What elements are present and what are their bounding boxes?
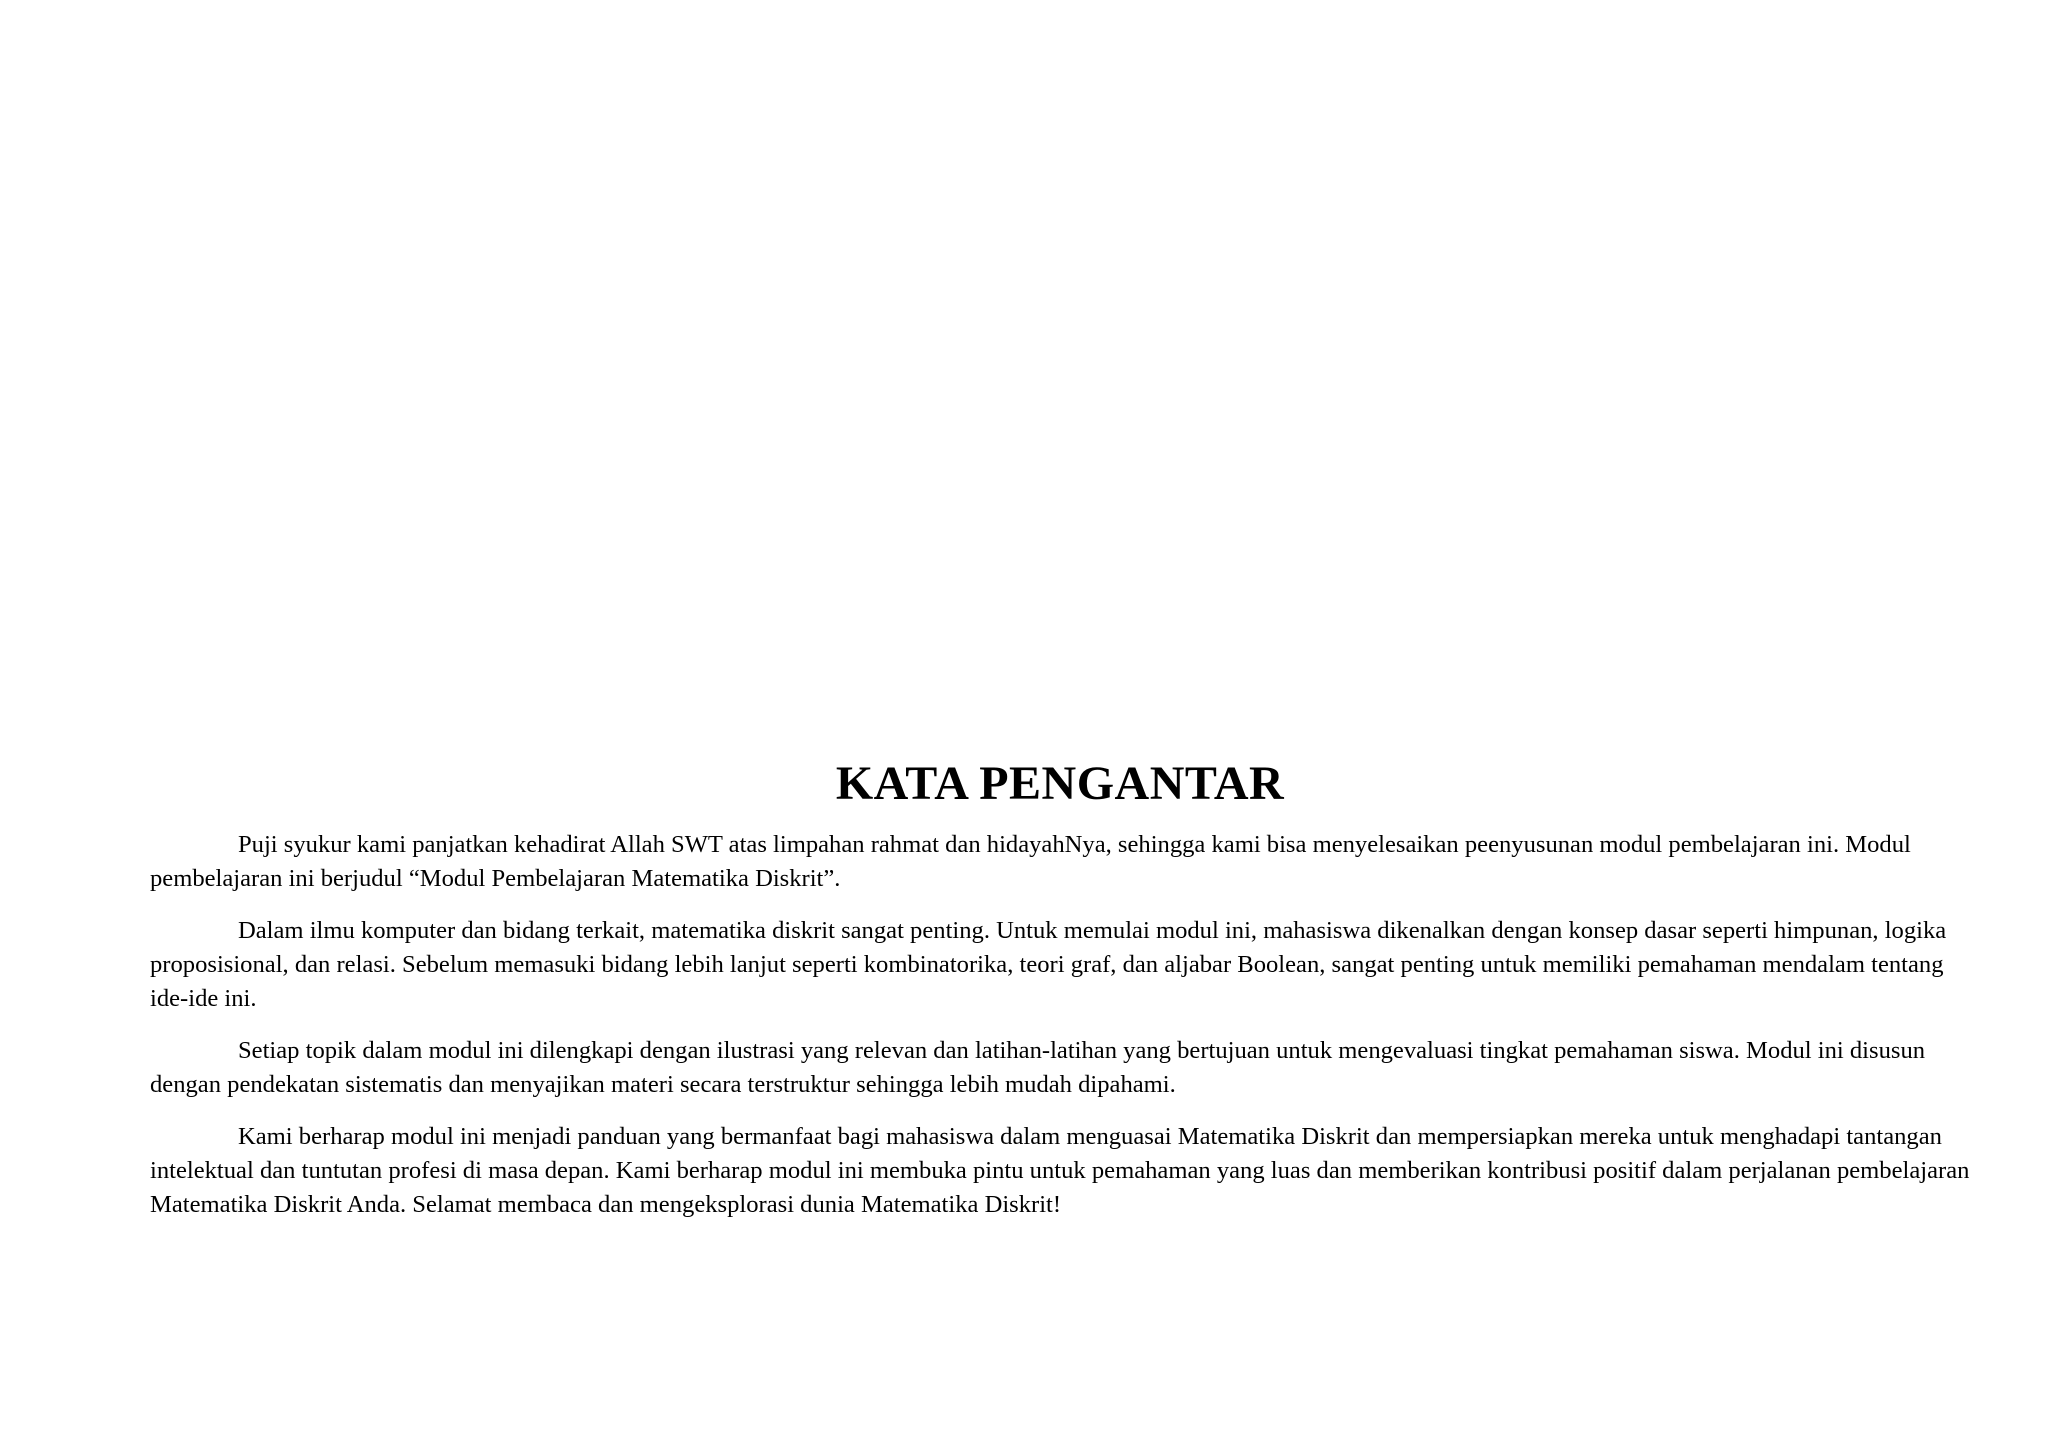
paragraph-1: Puji syukur kami panjatkan kehadirat Allah SWT atas limpahan rahmat dan hidayahNya, sehingga kami bisa menyelesaikan peenyusunan modul pembelajaran ini. Modul pembelajaran ini berjudul “Modul Pembelajaran Matematika Diskrit”. (150, 831, 1911, 892)
paragraph-4: Kami berharap modul ini menjadi panduan yang bermanfaat bagi mahasiswa dalam menguasai Matematika Diskrit dan mempersiapkan mereka untuk menghadapi tantangan intelektual dan tuntutan profesi di masa depan. Kami berharap modul ini membuka pintu untuk pemahaman yang luas dan memberikan kontribusi positif dalam perjalanan pembelajaran Matematika Diskrit Anda. Selamat membaca dan mengeksplorasi dunia Matematika Diskrit! (150, 1123, 1970, 1218)
document-body (150, 752, 1970, 1240)
page-title: KATA PENGANTAR (835, 757, 1285, 810)
paragraph-3: Setiap topik dalam modul ini dilengkapi dengan ilustrasi yang relevan dan latihan-latihan yang bertujuan untuk mengevaluasi tingkat pemahaman siswa. Modul ini disusun dengan pendekatan sistematis dan menyajikan materi secara terstruktur sehingga lebih mudah dipahami. (150, 1037, 1926, 1098)
paragraph-2: Dalam ilmu komputer dan bidang terkait, matematika diskrit sangat penting. Untuk memulai modul ini, mahasiswa dikenalkan dengan konsep dasar seperti himpunan, logika proposisional, dan relasi. Sebelum memasuki bidang lebih lanjut seperti kombinatorika, teori graf, dan aljabar Boolean, sangat penting untuk memiliki pemahaman mendalam tentang ide-ide ini. (150, 917, 1947, 1012)
